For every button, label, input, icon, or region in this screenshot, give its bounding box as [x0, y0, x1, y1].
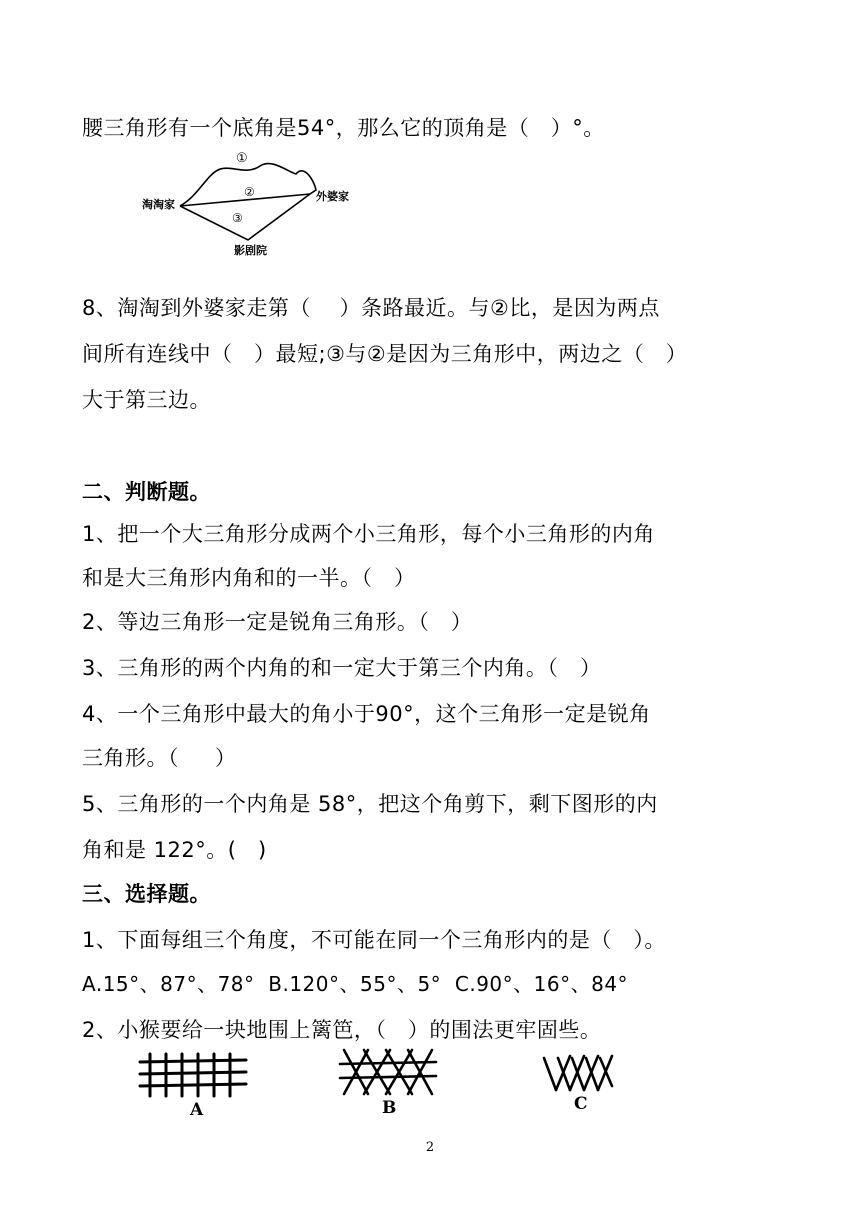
judge-5-line-2: 角和是 122°。( ) — [82, 838, 267, 862]
end-label: 外婆家 — [316, 190, 349, 203]
route-2-label: ② — [244, 185, 255, 199]
fence-c-label: C — [574, 1094, 588, 1114]
choice-1-options: A.15°、87°、78° B.120°、55°、5° C.90°、16°、84° — [82, 972, 629, 996]
start-label: 淘淘家 — [142, 198, 175, 211]
via-label: 影剧院 — [234, 244, 267, 257]
judge-2: 2、等边三角形一定是锐角三角形。（ ） — [82, 610, 473, 634]
judge-1-line-1: 1、把一个大三角形分成两个小三角形，每个小三角形的内角 — [82, 522, 655, 546]
judge-4-line-1: 4、一个三角形中最大的角小于90°，这个三角形一定是锐角 — [82, 702, 651, 726]
fence-b-label: B — [382, 1098, 397, 1118]
route-3-path — [180, 194, 310, 240]
judge-5-line-1: 5、三角形的一个内角是 58°，把这个角剪下，剩下图形的内 — [82, 792, 658, 816]
judge-3: 3、三角形的两个内角的和一定大于第三个内角。（ ） — [82, 656, 602, 680]
question-8-line-1: 8、淘淘到外婆家走第（ ）条路最近。与②比，是因为两点 — [82, 296, 660, 320]
fence-c-figure — [540, 1050, 620, 1094]
judge-4-line-2: 三角形。（ ） — [82, 746, 237, 770]
choice-2: 2、小猴要给一块地围上篱笆，（ ）的围法更牢固些。 — [82, 1018, 602, 1042]
route-3-label: ③ — [232, 211, 243, 225]
fence-a-label: A — [190, 1100, 204, 1120]
route-1-label: ① — [236, 151, 248, 166]
judge-1-line-2: 和是大三角形内角和的一半。（ ） — [82, 566, 416, 590]
fence-a-figure — [138, 1052, 248, 1098]
route-map-diagram — [138, 146, 358, 258]
section-2-heading: 二、判断题。 — [82, 480, 211, 504]
section-3-heading: 三、选择题。 — [82, 882, 211, 906]
question-8-line-2: 间所有连线中（ ）最短;③与②是因为三角形中，两边之（ ） — [82, 342, 688, 366]
question-8-line-3: 大于第三边。 — [82, 388, 211, 412]
page-number: 2 — [425, 1140, 435, 1155]
fence-b-figure — [338, 1048, 438, 1096]
line-q7-continued: 腰三角形有一个底角是54°，那么它的顶角是（ ）°。 — [82, 116, 605, 140]
choice-1: 1、下面每组三个角度，不可能在同一个三角形内的是（ ）。 — [82, 928, 666, 952]
